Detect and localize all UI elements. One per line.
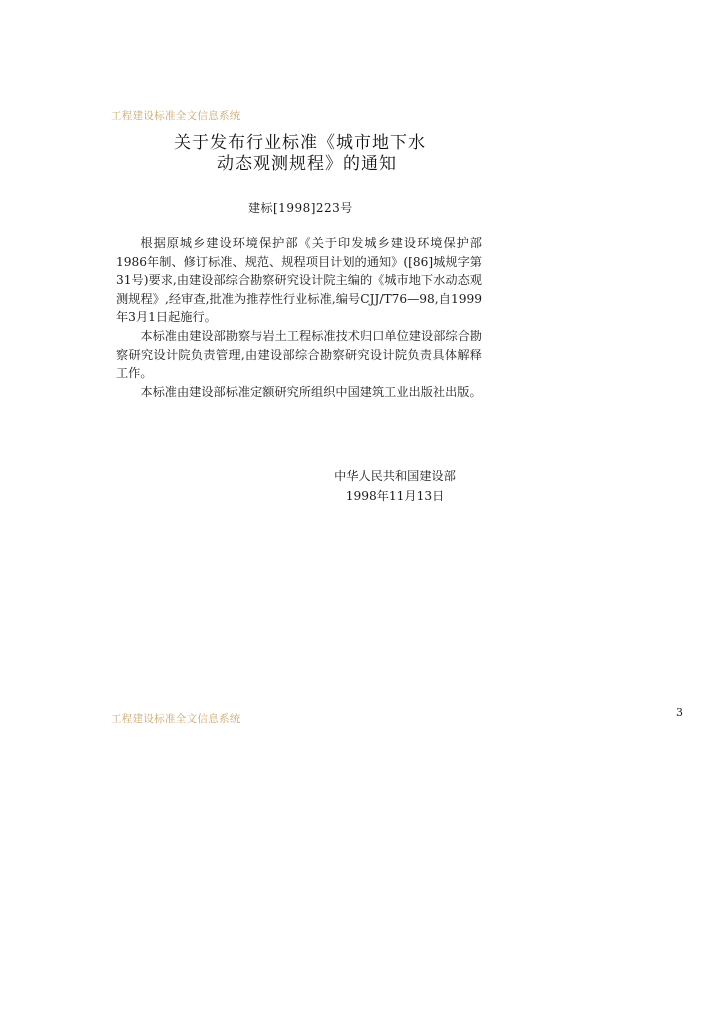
- watermark-bottom: 工程建设标准全文信息系统: [111, 713, 241, 725]
- body-paragraph-2: 本标准由建设部勘察与岩土工程标准技术归口单位建设部综合勘察研究设计院负责管理,由建设部综合勘察研究设计院负责具体解释工作。: [116, 328, 482, 381]
- page-number: 3: [676, 706, 683, 719]
- body-paragraph-3: 本标准由建设部标准定额研究所组织中国建筑工业出版社出版。: [140, 384, 482, 399]
- watermark-top: 工程建设标准全文信息系统: [111, 110, 241, 122]
- body-paragraph-1: 根据原城乡建设环境保护部《关于印发城乡建设环境保护部1986年制、修订标准、规范、规程项目计划的通知》([86]城规字第31号)要求,由建设部综合勘察研究设计院主编的《城市地下水动态观测规程》,经审查,批准为推荐性行业标准,编号CJJ/T76—98,自1999年3月1日起施行。: [116, 236, 482, 325]
- signature-block: [290, 466, 500, 506]
- notice-title-line-1: 关于发布行业标准《城市地下水: [174, 133, 426, 153]
- notice-body: [116, 234, 482, 401]
- notice-title-line-2: 动态观测规程》的通知: [217, 154, 397, 174]
- issue-date: 1998年11月13日: [345, 489, 445, 503]
- document-number: 建标[1998]223号: [248, 201, 353, 215]
- issuing-organization: 中华人民共和国建设部: [334, 469, 456, 483]
